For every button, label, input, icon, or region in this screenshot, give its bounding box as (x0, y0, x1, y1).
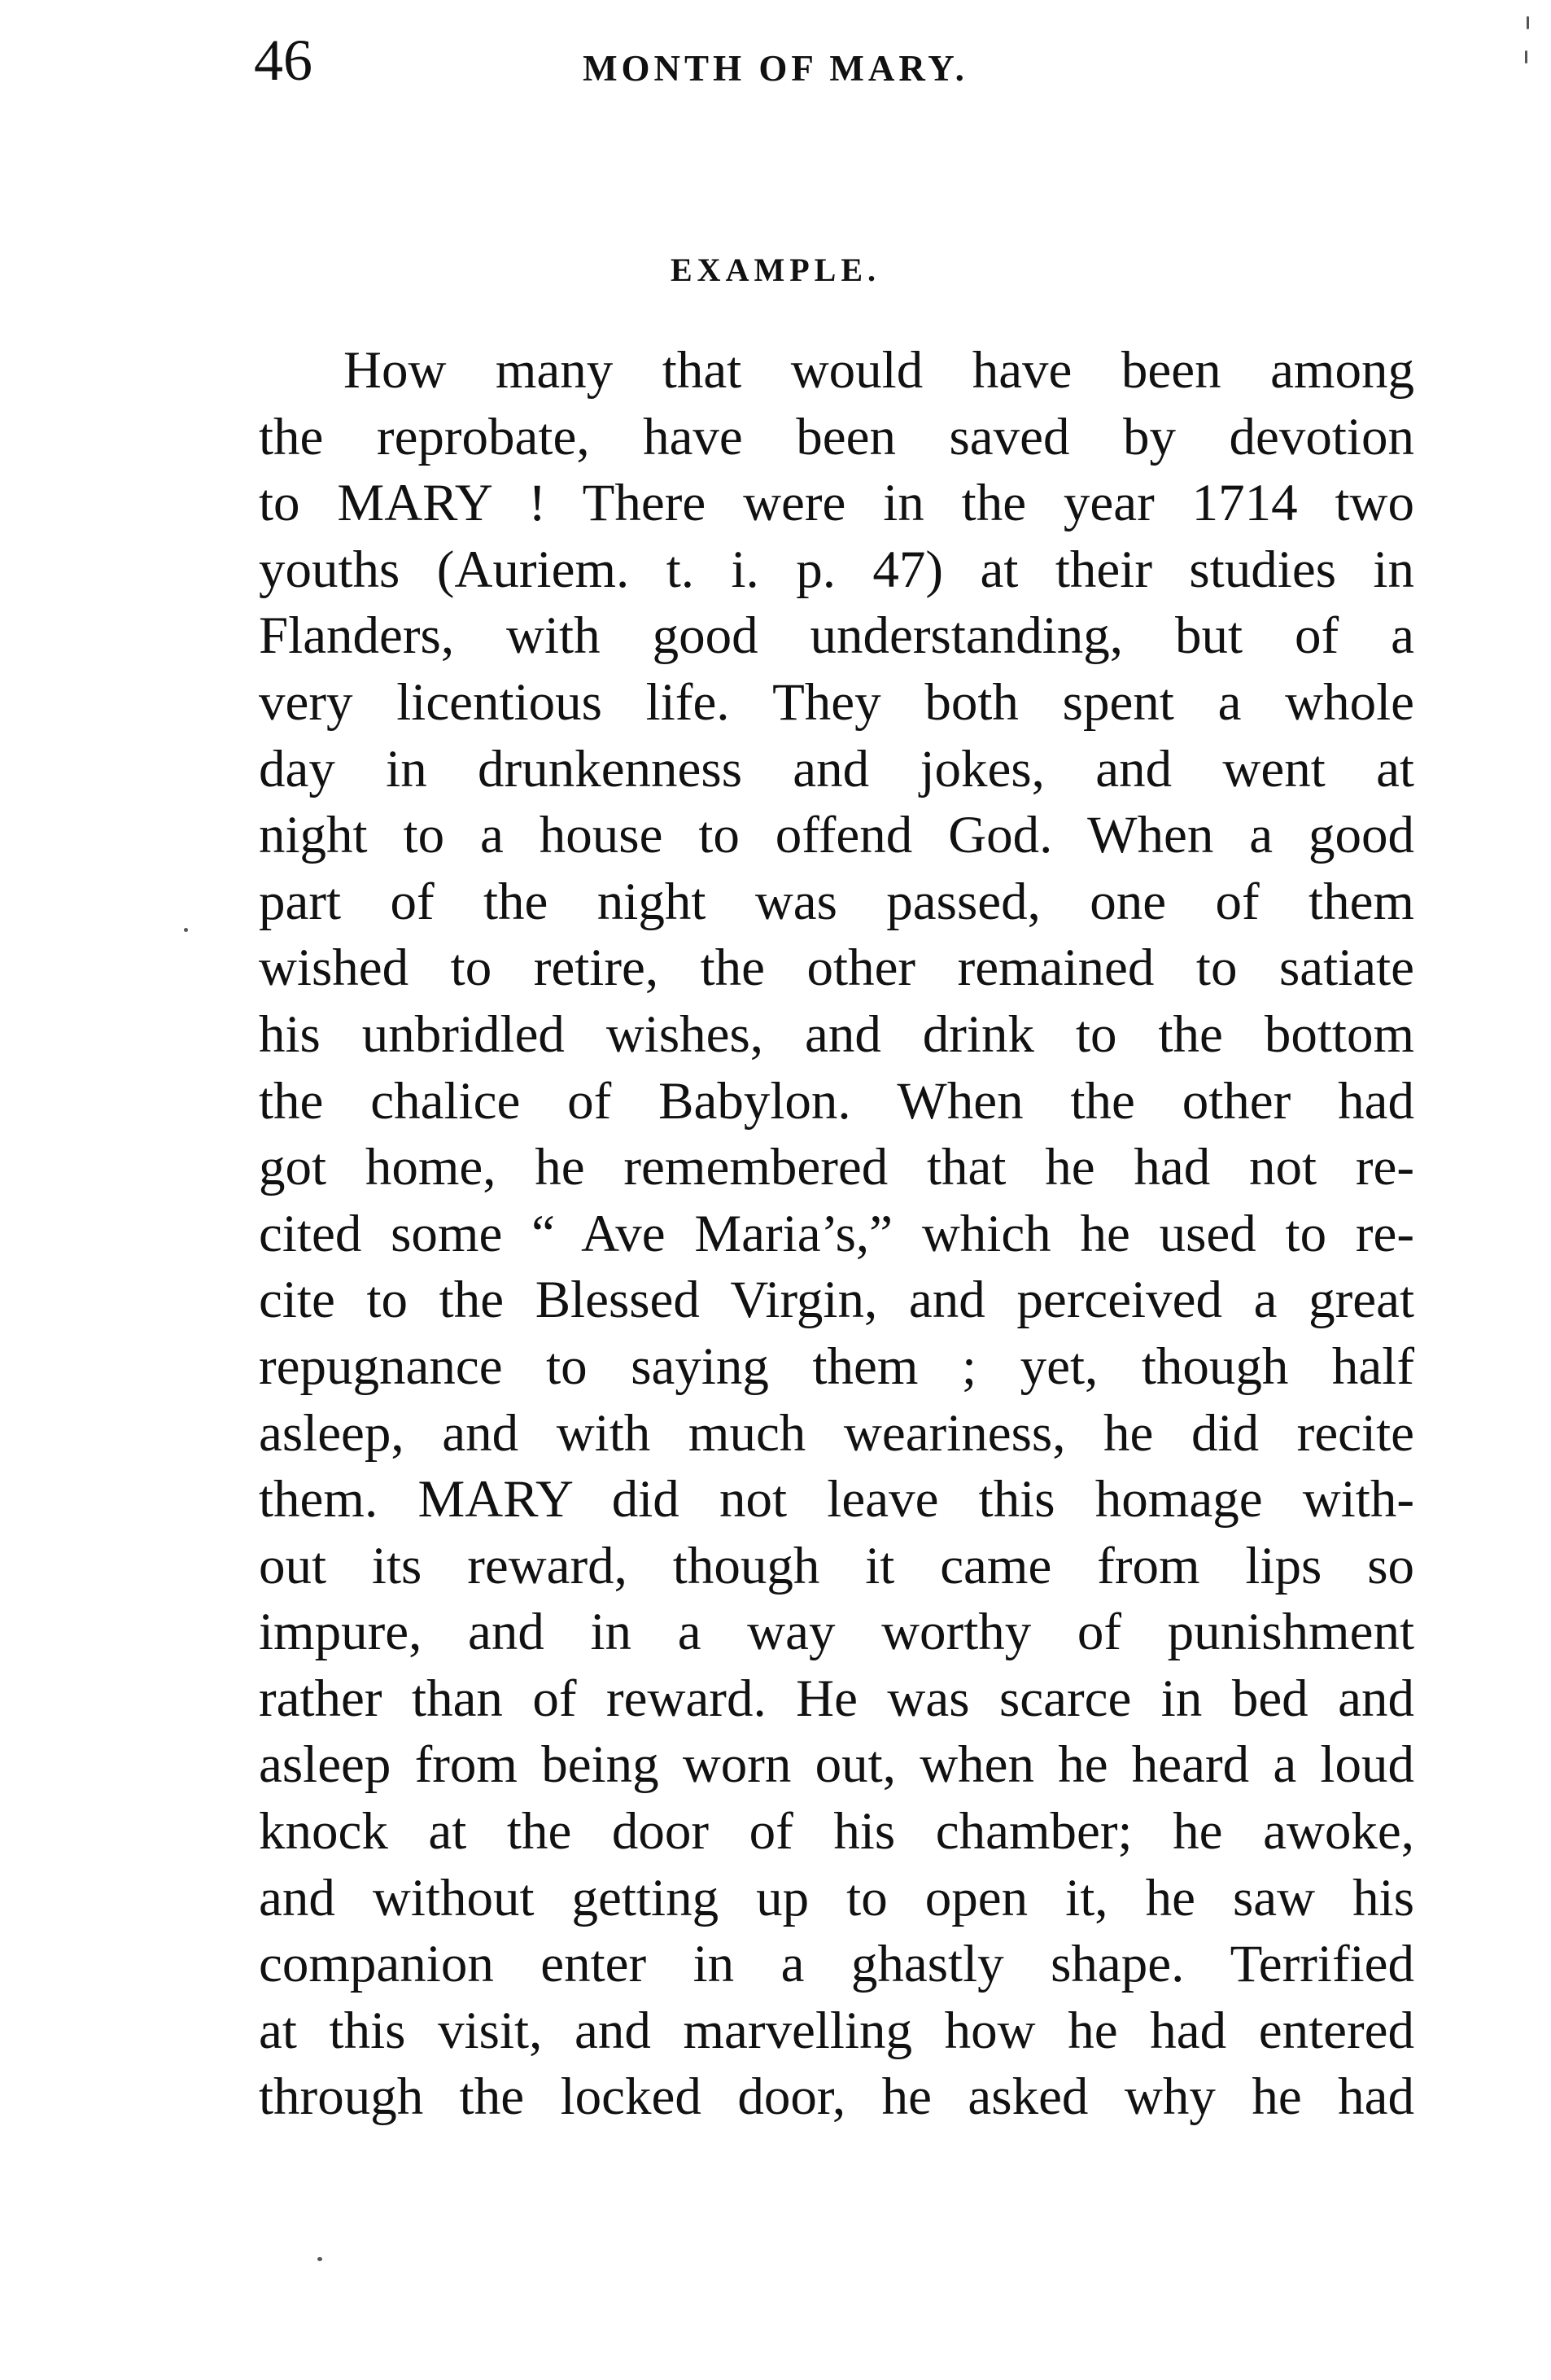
text-line: Flanders, with good understanding, but of a (259, 606, 1414, 666)
scan-speck (1527, 16, 1529, 29)
text-line: and without getting up to open it, he saw his (259, 1868, 1414, 1927)
text-line: companion enter in a ghastly shape. Terrified (259, 1935, 1414, 1994)
page-number: 46 (254, 28, 312, 93)
text-line: part of the night was passed, one of them (259, 872, 1414, 931)
text-line: youths (Auriem. t. i. p. 47) at their studies in (259, 540, 1414, 599)
text-line: wished to retire, the other remained to satiate (259, 938, 1414, 998)
text-line: cited some “ Ave Maria’s,” which he used to re- (259, 1204, 1414, 1263)
text-line: very licentious life. They both spent a whole (259, 672, 1414, 732)
text-line: asleep from being worn out, when he heard a loud (259, 1735, 1414, 1795)
text-line: his unbridled wishes, and drink to the bottom (259, 1004, 1414, 1064)
text-line: knock at the door of his chamber; he awoke, (259, 1802, 1414, 1862)
body-text (259, 338, 1414, 2131)
text-line: night to a house to offend God. When a good (259, 806, 1414, 865)
text-line: out its reward, though it came from lips so (259, 1536, 1414, 1595)
text-line: the reprobate, have been saved by devotion (259, 407, 1414, 466)
scan-speck (1525, 50, 1527, 63)
text-line: How many that would have been among (343, 341, 1414, 400)
text-line: through the locked door, he asked why he had (259, 2067, 1414, 2127)
scan-speck (184, 928, 188, 932)
text-line: to MARY ! There were in the year 1714 two (259, 474, 1414, 533)
section-heading: EXAMPLE. (671, 252, 880, 288)
text-line: at this visit, and marvelling how he had entered (259, 2001, 1414, 2060)
text-line: asleep, and with much weariness, he did recite (259, 1403, 1414, 1463)
text-line: impure, and in a way worthy of punishment (259, 1603, 1414, 1662)
text-line: the chalice of Babylon. When the other had (259, 1071, 1414, 1131)
text-line: cite to the Blessed Virgin, and perceived a great (259, 1271, 1414, 1330)
running-head: MONTH OF MARY. (583, 48, 968, 89)
text-line: repugnance to saying them ; yet, though half (259, 1337, 1414, 1396)
text-line: day in drunkenness and jokes, and went at (259, 739, 1414, 798)
scan-speck (317, 2257, 322, 2261)
text-line: got home, he remembered that he had not re- (259, 1138, 1414, 1197)
text-line: rather than of reward. He was scarce in bed and (259, 1669, 1414, 1728)
text-line: them. MARY did not leave this homage with- (259, 1470, 1414, 1529)
